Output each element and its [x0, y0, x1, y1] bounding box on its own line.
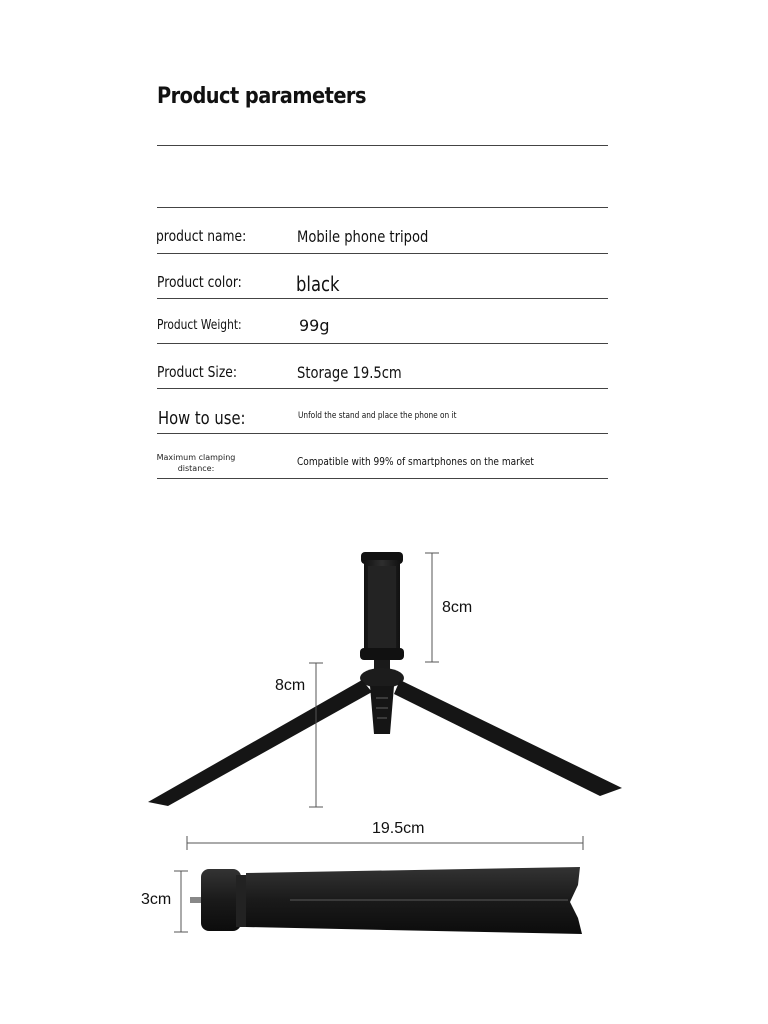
param-label-weight: Product Weight: — [157, 318, 242, 333]
param-value-usage: Unfold the stand and place the phone on it — [298, 411, 457, 421]
page-title: Product parameters — [157, 84, 366, 109]
title-divider — [157, 145, 608, 146]
folded-tripod-icon — [190, 867, 582, 934]
param-value-color: black — [296, 272, 340, 296]
row-divider — [157, 388, 608, 389]
dim-label-length: 19.5cm — [372, 820, 425, 837]
param-label-size: Product Size: — [157, 363, 238, 381]
dim-label-leg: 8cm — [275, 677, 306, 694]
row-divider — [157, 343, 608, 344]
param-label-clamping: Maximum clamping distance: — [156, 453, 236, 473]
dim-label-diameter: 3cm — [141, 891, 172, 908]
dimension-line-length — [187, 836, 583, 850]
param-value-weight: 99g — [299, 316, 330, 335]
param-value-clamping: Compatible with 99% of smartphones on the market — [297, 455, 534, 468]
dimension-line-diameter — [174, 871, 188, 932]
tripod-hub-icon — [360, 660, 404, 734]
param-label-color: Product color: — [157, 273, 242, 291]
dimension-line-holder — [425, 553, 439, 662]
dimension-line-leg — [309, 663, 323, 807]
row-divider — [157, 253, 608, 254]
param-value-name: Mobile phone tripod — [297, 227, 429, 246]
table-top-border — [157, 207, 608, 208]
phone-holder-icon — [360, 552, 404, 660]
dim-label-holder: 8cm — [442, 599, 473, 616]
row-divider — [157, 298, 608, 299]
right-leg-icon — [394, 680, 622, 796]
param-label-usage: How to use: — [158, 408, 246, 429]
tripod-illustration — [0, 530, 768, 970]
left-leg-icon — [148, 680, 372, 806]
param-label-name: product name: — [156, 227, 247, 245]
table-bottom-border — [157, 478, 608, 479]
param-value-size: Storage 19.5cm — [297, 363, 402, 382]
row-divider — [157, 433, 608, 434]
